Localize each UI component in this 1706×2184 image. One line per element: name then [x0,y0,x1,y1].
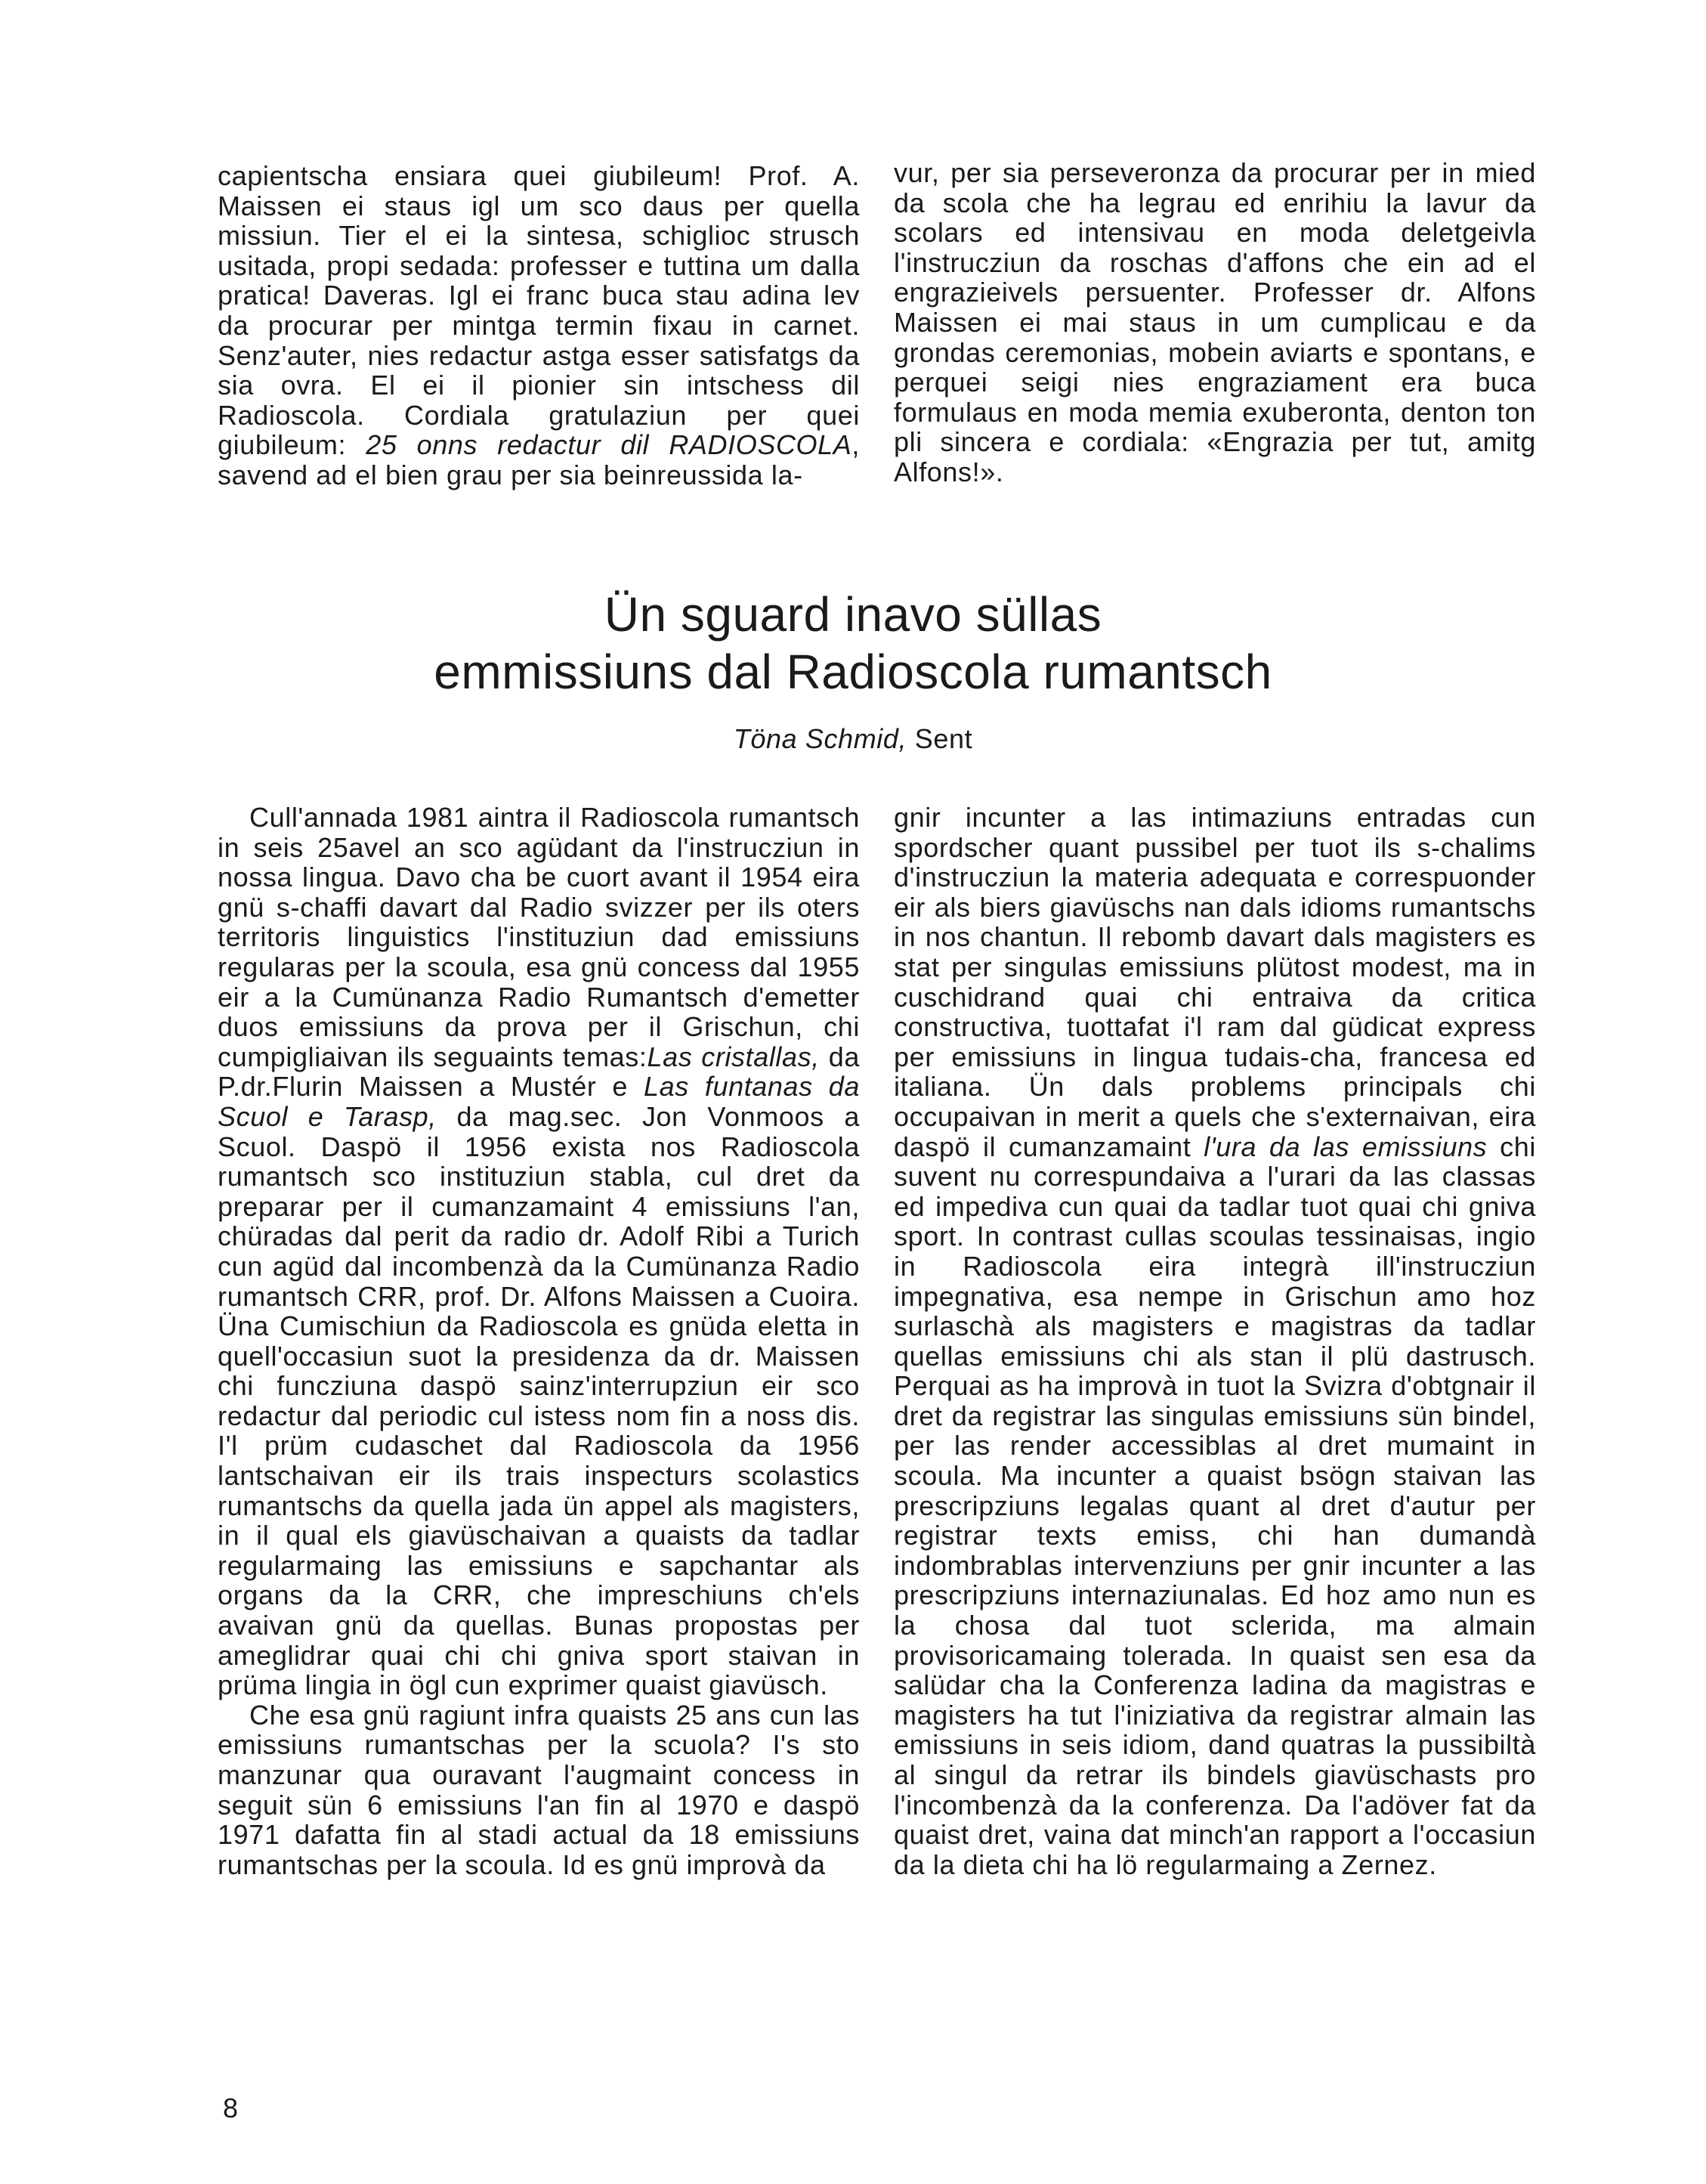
text-run: da P.dr.Flurin Maissen a Mustér e [218,1041,860,1103]
paragraph: vur, per sia perseveronza da procurar per in mied da scola che ha legrau ed enrihiu la lavur da scolars ed intensivau en moda deletgeivla l'instrucziun da roschas d'affons che ein ad el engrazieivels persuenter. Professer dr. Alfons Maissen ei mai staus in um cumplicau e da grondas ceremonias, mobein aviarts e spontans, e perquei seigi nies engraziament era buca formulaus en moda memia exuberonta, denton ton pli sincera e cordiala: «Engrazia per tut, amitg Alfons!». [894,157,1536,487]
text-run-italic: Las funtanas da Scuol e Tarasp, [218,1071,860,1132]
title-line-2: emmissiuns dal Radioscola rumantsch [434,645,1272,699]
continued-text-left-column [218,161,860,490]
text-run-italic: Las cristallas, [647,1041,820,1072]
author-place: Sent [907,723,973,754]
text-run: Cull'annada 1981 aintra il Radioscola rumantsch in seis 25avel an sco agüdant da l'instrucziun in nossa lingua. Davo cha be cuort avant il 1954 eira gnü s-chaffi davart dal Radio svizzer per ils oters territoris linguistics l'instituziun dad emissiuns regularas per la scoula, esa gnü concess dal 1955 eir a la Cumünanza Radio Rumantsch d'emetter duos emissiuns da prova per il Grischun, chi cumpigliaivan ils seguaints temas: [218,802,860,1072]
text-run: , savend ad el bien grau per sia beinreussida la- [218,429,860,490]
title-line-1: Ün sguard inavo süllas [604,587,1102,642]
article-title [0,586,1706,701]
author-name: Töna Schmid, [733,723,907,754]
text-run: capientscha ensiara quei giubileum! Prof. A. Maissen ei staus igl um sco daus per quella missiun. Tier el ei la sintesa, schiglioc strusch usitada, propi sedada: professer e tuttina um dalla pratica! Daveras. Igl ei franc buca stau adina lev da procurar per mintga termin fixau in carnet. Senz'auter, nies redactur astga esser satisfatgs da sia ovra. El ei il pionier sin intschess dil Radioscola. Cordiala gratulaziun per quei giubileum: [218,160,860,461]
paragraph [218,161,860,490]
paragraph [894,803,1536,1879]
paragraph [218,803,860,1700]
article-right-column [894,803,1536,1879]
text-run: gnir incunter a las intimaziuns entradas cun spordscher quant pussibel per tuot ils s-chalims d'instrucziun la materia adequata e correspuonder eir als biers giavüschs nan dals idioms rumantschs in nos chantun. Il rebomb davart dals magisters es stat per singulas emissiuns plütost modest, ma in cuschidrand quai chi entraiva da critica constructiva, tuottafat i'l ram dal güdicat express per emissiuns in lingua tudais-cha, francesa ed italiana. Ün dals problems principals chi occupaivan in merit a quels che s'externaivan, eira daspö il cumanzamaint [894,802,1536,1162]
text-run-italic: 25 onns redactur dil RADIOSCOLA [366,429,852,461]
page-number: 8 [223,2093,239,2124]
continued-text-right-column [894,158,1536,487]
text-run-italic: l'ura da las emissiuns [1204,1131,1488,1162]
article-author [0,722,1706,756]
paragraph: Che esa gnü ragiunt infra quaists 25 ans cun las emissiuns rumantschas per la scuola? I's sto manzunar qua ouravant l'augmaint concess in seguit sün 6 emissiuns l'an fin al 1970 e daspö 1971 dafatta fin al stadi actual da 18 emissiuns rumantschas per la scoula. Id es gnü improvà da [218,1699,860,1880]
text-run: chi suvent nu correspundaiva a l'urari da las classas ed impediva cun quai da tadlar tuot quai chi gniva sport. In contrast cullas scoulas tessinaisas, ingio in Radioscola eira integrà ill'instrucziun impegnativa, esa nempe in Grischun amo hoz surlaschà als magisters e magistras da tadlar quellas emissiuns chi als stan il plü dastrusch. Perquai as ha improvà in tuot la Svizra d'obtgnair il dret da registrar las singulas emissiuns sün bindel, per las render accessiblas al dret mumaint in scoula. Ma incunter a quaist bsögn staivan las prescripziuns legalas quant al dret d'autur per registrar texts emiss, chi han dumandà indombrablas intervenziuns per gnir incunter a las prescripziuns internaziunalas. Ed hoz amo nun es la chosa dal tuot sclerida, ma almain provisoricamaing tolerada. In quaist sen esa da salüdar cha la Conferenza ladina da magistras e magisters ha tut l'iniziativa da registrar almain las emissiuns in seis idiom, dand quatras la pussibiltà al singul da retrar ils bindels giavüschasts pro l'incombenzà da la conferenza. Da l'adöver fat da quaist dret, vaina dat minch'an rapport a l'occasiun da la dieta chi ha lö regularmaing a Zernez. [894,1131,1536,1880]
text-run: da mag.sec. Jon Vonmoos a Scuol. Daspö il 1956 exista nos Radioscola rumantsch sco instituziun stabla, cul dret da preparar per il cumanzamaint 4 emissiuns l'an, chüradas dal perit da radio dr. Adolf Ribi a Turich cun agüd dal incombenzà da la Cumünanza Radio rumantsch CRR, prof. Dr. Alfons Maissen a Cuoira. Üna Cumischiun da Radioscola es gnüda eletta in quell'occasiun suot la presidenza da dr. Maissen chi funcziuna daspö sainz'interrupziun eir sco redactur dal periodic cul istess nom fin a noss dis. I'l prüm cudaschet dal Radioscola da 1956 lantschaivan eir ils trais inspecturs scolastics rumantschs da quella jada ün appel als magisters, in il qual els giavüschaivan a quaists da tadlar regularmaing las emissiuns e sapchantar als organs da la CRR, che impreschiuns ch'els avaivan gnü da quellas. Bunas propostas per ameglidrar quai chi chi gniva sport staivan in prüma lingia in ögl cun exprimer quaist giavüsch. [218,1100,860,1701]
article-left-column [218,803,860,1879]
